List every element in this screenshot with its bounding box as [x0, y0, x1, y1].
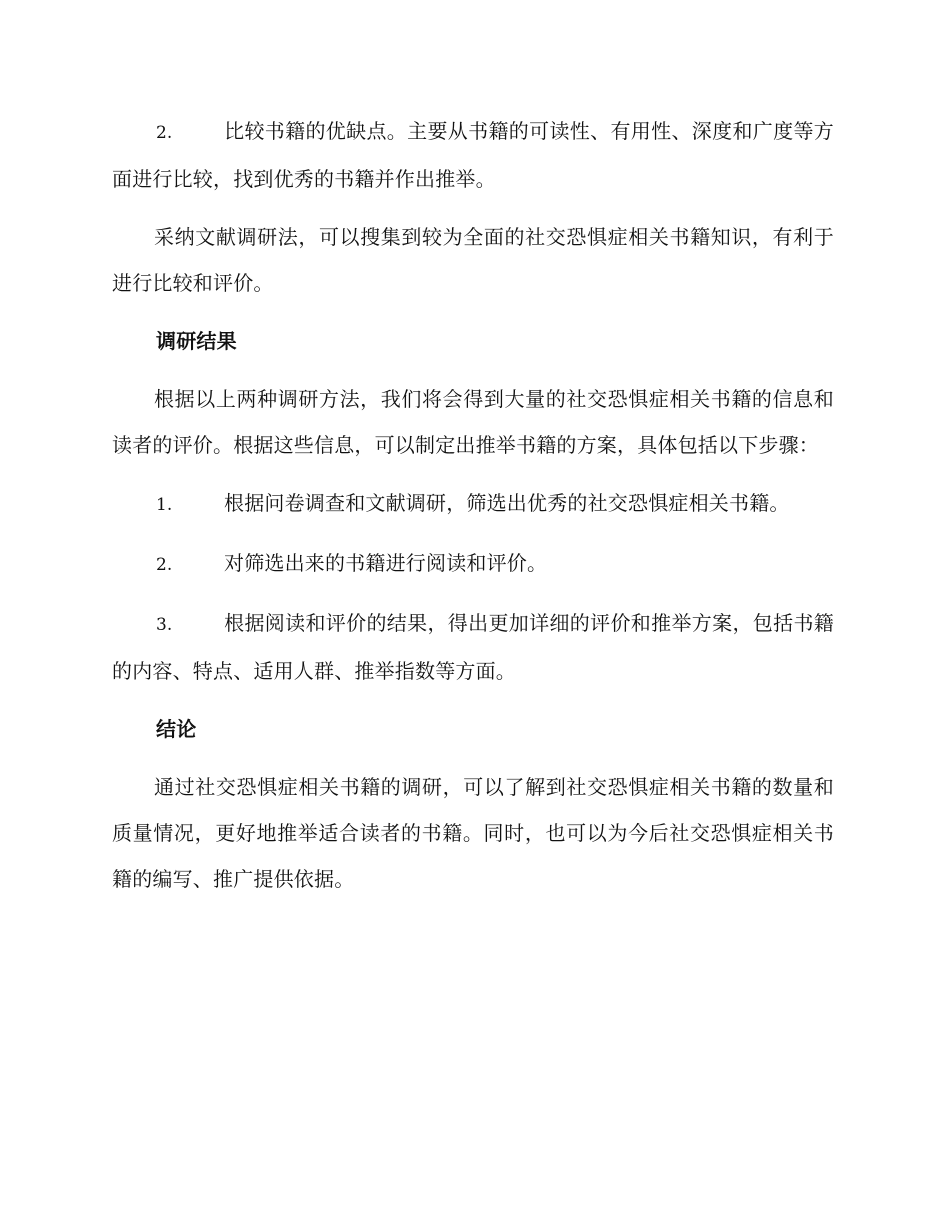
- list-item-step-2: [112, 540, 834, 588]
- paragraph-results-intro: 根据以上两种调研方法，我们将会得到大量的社交恐惧症相关书籍的信息和读者的评价。根据这些信息，可以制定出推举书籍的方案，具体包括以下步骤：: [112, 387, 834, 457]
- section-heading-conclusion: 结论: [156, 717, 197, 741]
- list-item-step-1: [112, 480, 834, 528]
- section-heading-results: 调研结果: [156, 329, 237, 353]
- list-item-text: 比较书籍的优缺点。主要从书籍的可读性、有用性、深度和广度等方面进行比较，找到优秀的书籍并作出推举。: [112, 119, 834, 191]
- list-number: 2.: [156, 555, 173, 575]
- list-item-text: 根据问卷调查和文献调研，筛选出优秀的社交恐惧症相关书籍。: [224, 491, 790, 515]
- list-item-compare: [112, 108, 834, 202]
- list-item-text: 根据阅读和评价的结果，得出更加详细的评价和推举方案，包括书籍的内容、特点、适用人群、推举指数等方面。: [112, 611, 834, 683]
- list-number: 1.: [156, 495, 173, 515]
- list-number: 2.: [156, 123, 173, 143]
- paragraph-literature-method: 采纳文献调研法，可以搜集到较为全面的社交恐惧症相关书籍知识，有利于进行比较和评价。: [112, 225, 834, 295]
- document-body: [112, 108, 834, 914]
- list-item-step-3: [112, 600, 834, 694]
- list-item-text: 对筛选出来的书籍进行阅读和评价。: [224, 551, 548, 575]
- list-number: 3.: [156, 615, 173, 635]
- paragraph-conclusion: 通过社交恐惧症相关书籍的调研，可以了解到社交恐惧症相关书籍的数量和质量情况，更好地推举适合读者的书籍。同时，也可以为今后社交恐惧症相关书籍的编写、推广提供依据。: [112, 775, 834, 891]
